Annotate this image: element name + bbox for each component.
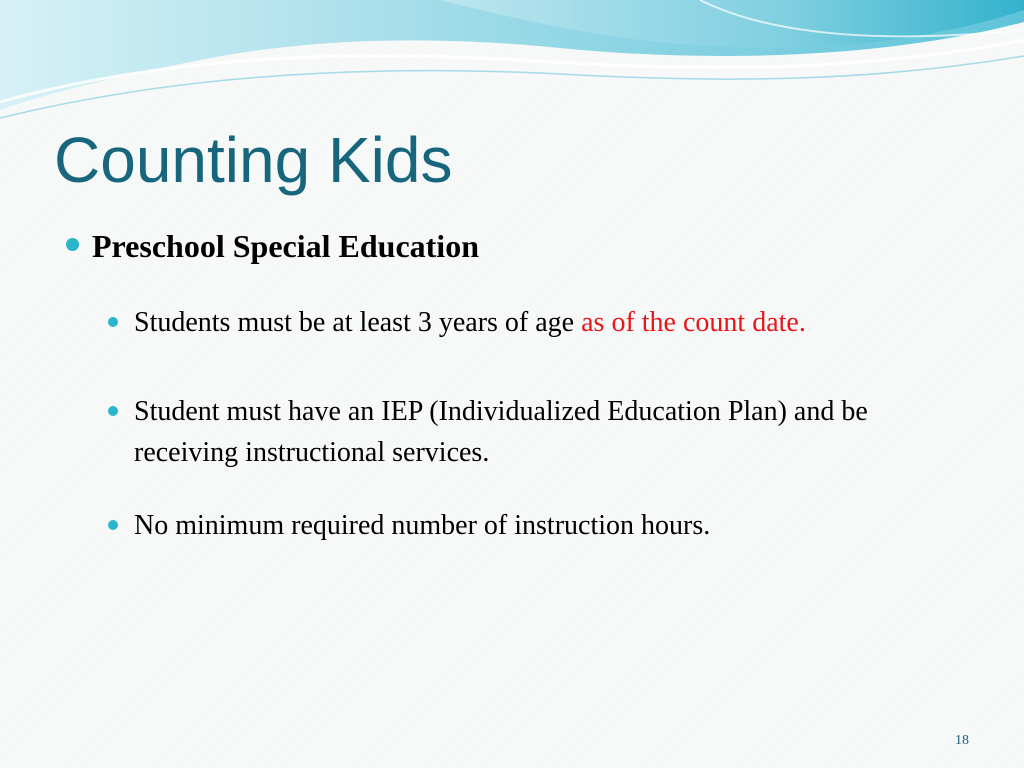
bullet-dot-icon xyxy=(108,520,118,530)
bullet-age-text: Students must be at least 3 years of age xyxy=(134,307,582,338)
bullet-l1-label: Preschool Special Education xyxy=(92,228,479,264)
bullet-dot-icon xyxy=(66,238,79,251)
header-wave-decoration xyxy=(0,0,1024,130)
slide-title: Counting Kids xyxy=(54,124,453,196)
bullet-hours-text: No minimum required number of instruction hours. xyxy=(134,510,711,541)
bullet-dot-icon xyxy=(108,406,118,416)
page-number: 18 xyxy=(955,733,969,748)
bullet-age-highlight: as of the count date. xyxy=(581,307,806,338)
bullet-l2-text xyxy=(134,302,954,343)
bullet-dot-icon xyxy=(108,317,118,327)
bullet-iep-text: Student must have an IEP (Individualized Education Plan) and be receiving instructional services. xyxy=(134,396,868,468)
